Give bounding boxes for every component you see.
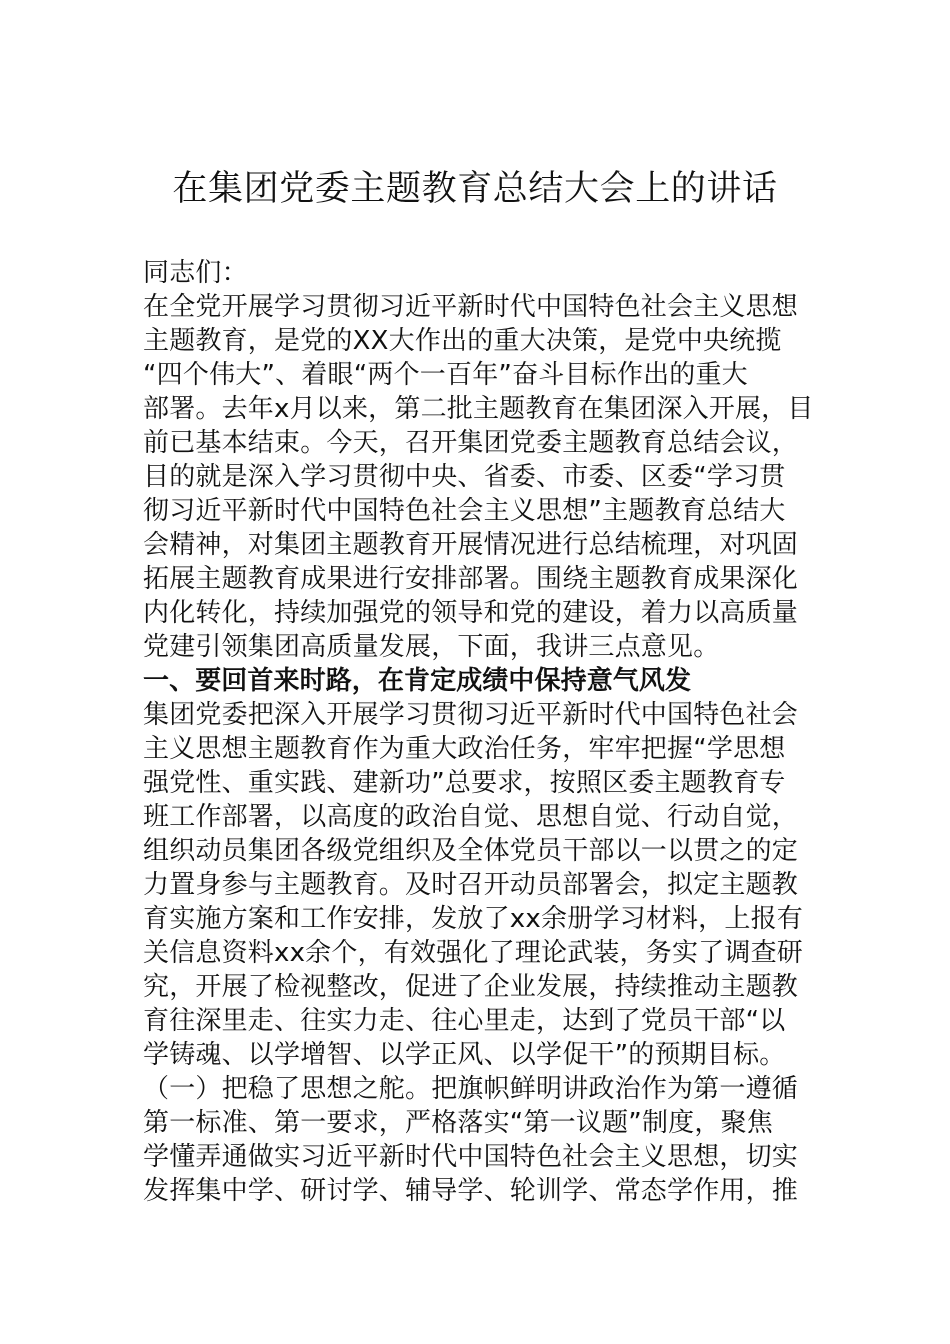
paragraph-line: 前已基本结束。今天，召开集团党委主题教育总结会议，	[143, 428, 799, 458]
paragraph-line: 学铸魂、以学增智、以学正风、以学促干”的预期目标。	[143, 1040, 786, 1070]
paragraph-line: 部署。去年x月以来，第二批主题教育在集团深入开展，目	[143, 394, 814, 424]
paragraph-line: 主题教育，是党的XX大作出的重大决策，是党中央统揽	[143, 326, 782, 356]
paragraph-line: （一）把稳了思想之舵。把旗帜鲜明讲政治作为第一遵循	[143, 1074, 799, 1104]
paragraph-line: 彻习近平新时代中国特色社会主义思想”主题教育总结大	[143, 496, 786, 526]
paragraph-line: 在全党开展学习贯彻习近平新时代中国特色社会主义思想	[143, 292, 799, 322]
paragraph-line: 内化转化，持续加强党的领导和党的建设，着力以高质量	[143, 598, 799, 628]
paragraph-line: 育往深里走、往实力走、往心里走，达到了党员干部“以	[143, 1006, 786, 1036]
paragraph-line: 学懂弄通做实习近平新时代中国特色社会主义思想，切实	[143, 1142, 799, 1172]
paragraph-line: 育实施方案和工作安排，发放了xx余册学习材料，上报有	[143, 904, 803, 934]
paragraph-line: 究，开展了检视整改，促进了企业发展，持续推动主题教	[143, 972, 799, 1002]
document-body	[143, 256, 814, 1208]
paragraph-line: 第一标准、第一要求，严格落实“第一议题”制度，聚焦	[143, 1108, 773, 1138]
paragraph-line: 集团党委把深入开展学习贯彻习近平新时代中国特色社会	[143, 700, 799, 730]
paragraph-line: 发挥集中学、研讨学、辅导学、轮训学、常态学作用，推	[143, 1176, 799, 1206]
paragraph-line: 力置身参与主题教育。及时召开动员部署会，拟定主题教	[143, 870, 799, 900]
document-title: 在集团党委主题教育总结大会上的讲话	[172, 169, 778, 209]
paragraph-line: 主义思想主题教育作为重大政治任务，牢牢把握“学思想	[143, 734, 786, 764]
paragraph-line: “四个伟大”、着眼“两个一百年”奋斗目标作出的重大	[143, 360, 748, 390]
paragraph-line: 强党性、重实践、建新功”总要求，按照区委主题教育专	[143, 768, 786, 798]
paragraph-line: 组织动员集团各级党组织及全体党员干部以一以贯之的定	[143, 836, 799, 866]
paragraph-line: 班工作部署，以高度的政治自觉、思想自觉、行动自觉，	[143, 802, 799, 832]
paragraph-line: 目的就是深入学习贯彻中央、省委、市委、区委“学习贯	[143, 462, 786, 492]
paragraph-line: 拓展主题教育成果进行安排部署。围绕主题教育成果深化	[143, 564, 799, 594]
paragraph-line: 关信息资料xx余个，有效强化了理论武装，务实了调查研	[143, 938, 803, 968]
paragraph-line: 党建引领集团高质量发展，下面，我讲三点意见。	[143, 632, 720, 662]
section-heading: 一、要回首来时路，在肯定成绩中保持意气风发	[143, 666, 692, 696]
salutation-line: 同志们：	[143, 258, 248, 288]
paragraph-line: 会精神，对集团主题教育开展情况进行总结梳理，对巩固	[143, 530, 799, 560]
